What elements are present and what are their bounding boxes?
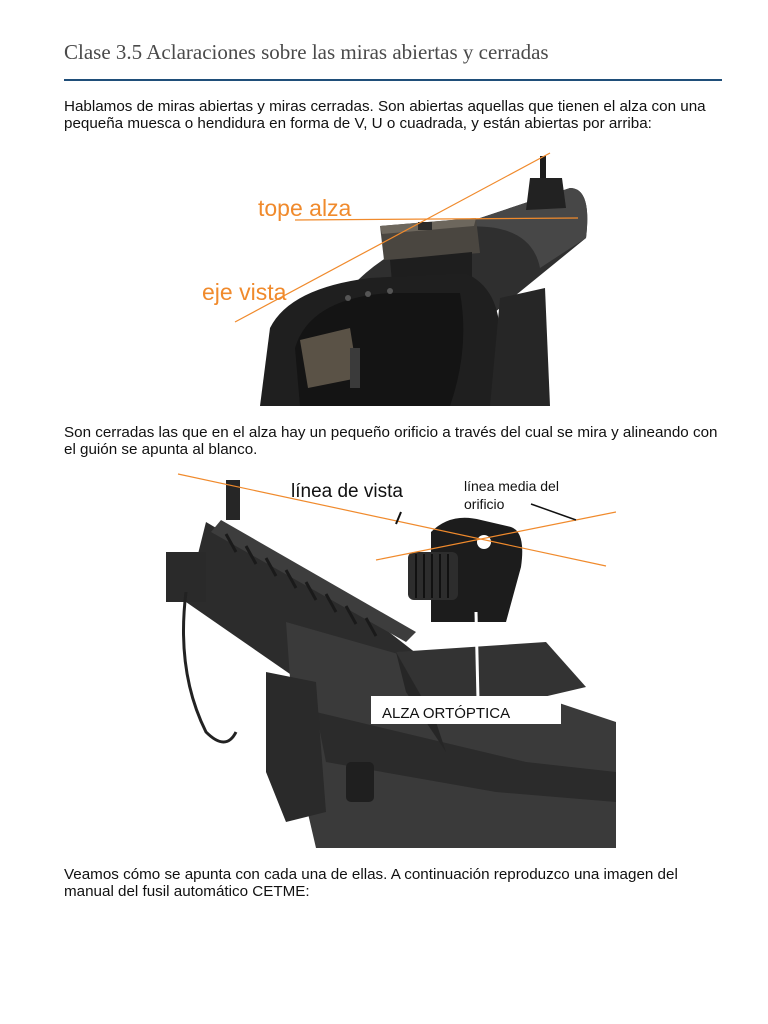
linea-de-vista-label: línea de vista [291,481,403,502]
eje-vista-label: eje vista [202,279,287,305]
title-divider [64,79,722,81]
paragraph-cetme: Veamos cómo se apunta con cada una de ellas. A continuación reproduzco una imagen del manual del fusil automático CETME: [64,866,678,900]
paragraph-closed-sights: Son cerradas las que en el alza hay un pequeño orificio a través del cual se mira y alineando con el guión se apunta al blanco. [64,424,718,458]
linea-media-label-line2: orificio [464,496,505,512]
linea-media-label-line1: línea media del [464,478,559,494]
closed-sight-photo [166,472,616,848]
paragraph-open-sights: Hablamos de miras abiertas y miras cerradas. Son abiertas aquellas que tienen el alza con una pequeña muesca o hendidura en forma de V, U o cuadrada, y están abiertas por arriba: [64,98,706,132]
page-title: Clase 3.5 Aclaraciones sobre las miras abiertas y cerradas [64,40,549,64]
alza-ortoptica-label: ALZA ORTÓPTICA [382,705,511,722]
tope-alza-label: tope alza [258,195,352,221]
open-sight-photo [200,148,600,406]
